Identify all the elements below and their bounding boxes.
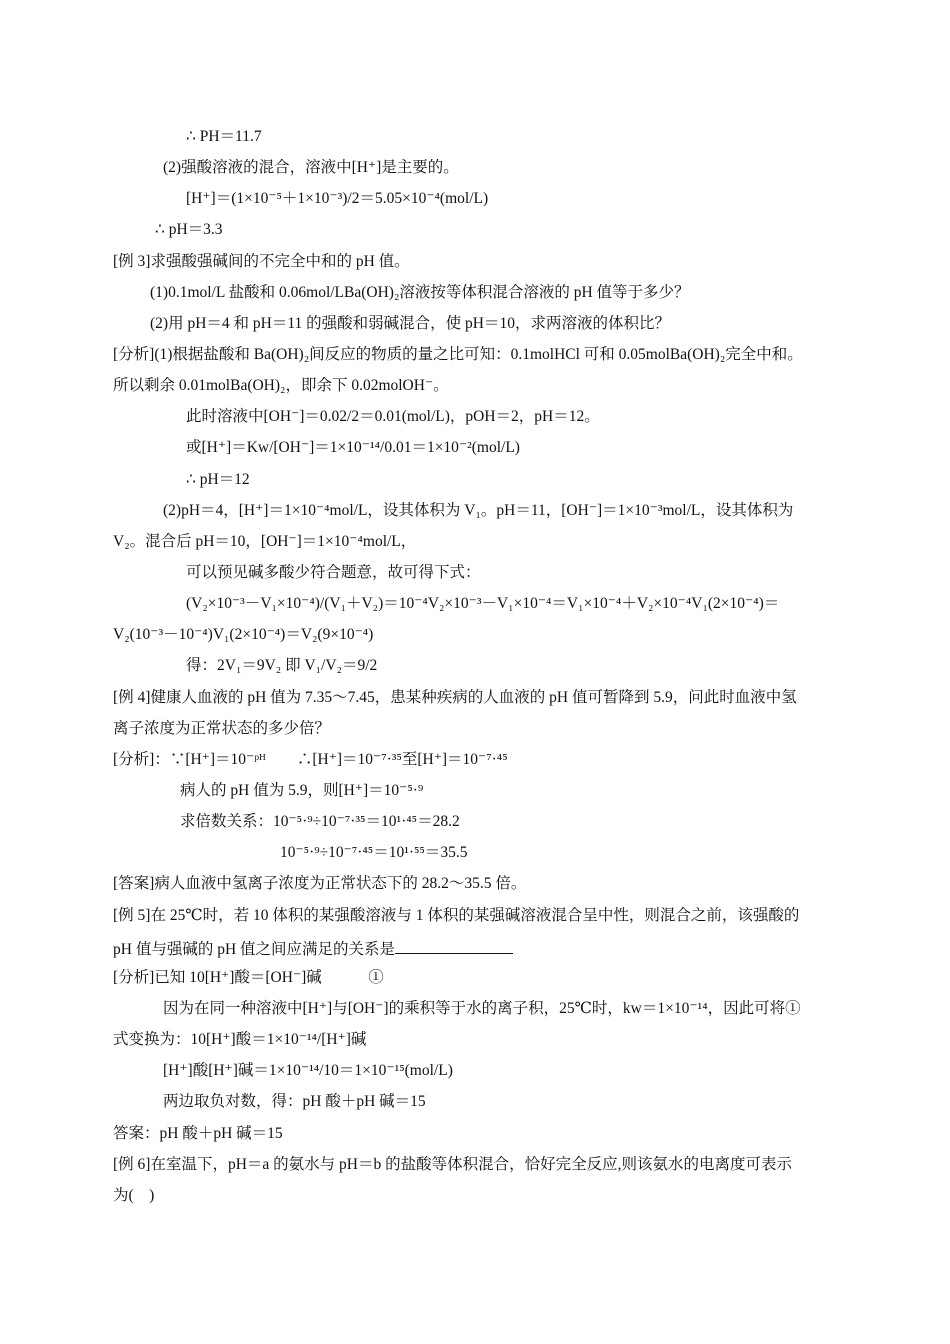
text-line: (2)用 pH＝4 和 pH＝11 的强酸和弱碱混合，使 pH＝10，求两溶液的体积比？: [150, 315, 670, 332]
text-line: 可以预见碱多酸少符合题意，故可得下式：: [186, 564, 481, 581]
text-line: 求倍数关系：10⁻⁵·⁹÷10⁻⁷·³⁵＝10¹·⁴⁵＝28.2: [180, 813, 460, 830]
text-line: (1)0.1mol/L 盐酸和 0.06mol/LBa(OH)₂溶液按等体积混合溶液的 pH 值等于多少？: [150, 284, 690, 301]
text-line: (V₂×10⁻³－V₁×10⁻⁴)/(V₁＋V₂)＝10⁻⁴V₂×10⁻³－V₁×10⁻⁴＝V₁×10⁻⁴＋V₂×10⁻⁴V₁(2×10⁻⁴)＝: [186, 595, 780, 612]
text-line: 病人的 pH 值为 5.9，则[H⁺]＝10⁻⁵·⁹: [180, 782, 424, 799]
text-line: (2)pH＝4，[H⁺]＝1×10⁻⁴mol/L，设其体积为 V₁。pH＝11，[OH⁻]＝1×10⁻³mol/L，设其体积为: [163, 502, 794, 519]
text-line: 或[H⁺]＝Kw/[OH⁻]＝1×10⁻¹⁴/0.01＝1×10⁻²(mol/L): [186, 439, 520, 456]
text-line: 所以剩余 0.01molBa(OH)₂，即余下 0.02molOH⁻。: [113, 377, 449, 394]
text-line: 因为在同一种溶液中[H⁺]与[OH⁻]的乘积等于水的离子积，25℃时，kw＝1×10⁻¹⁴，因此可将①: [163, 1000, 801, 1017]
text-line: 10⁻⁵·⁹÷10⁻⁷·⁴⁵＝10¹·⁵⁵＝35.5: [280, 844, 468, 861]
example-heading: [例 4]健康人血液的 pH 值为 7.35～7.45，患某种疾病的人血液的 pH 值可暂降到 5.9，问此时血液中氢: [113, 689, 797, 706]
example-heading: [例 6]在室温下，pH＝a 的氨水与 pH＝b 的盐酸等体积混合，恰好完全反应,则该氨水的电离度可表示: [113, 1156, 792, 1173]
text-line: ∴ pH＝3.3: [155, 221, 223, 238]
text-line: 为( ): [113, 1187, 155, 1204]
answer-line: 答案：pH 酸＋pH 碱＝15: [113, 1125, 283, 1142]
text-line: (2)强酸溶液的混合，溶液中[H⁺]是主要的。: [163, 159, 459, 176]
text-line: 两边取负对数，得：pH 酸＋pH 碱＝15: [163, 1093, 426, 1110]
answer-line: [答案]病人血液中氢离子浓度为正常状态下的 28.2～35.5 倍。: [113, 875, 527, 892]
text-line: 离子浓度为正常状态的多少倍？: [113, 720, 331, 737]
text-line: 式变换为：10[H⁺]酸＝1×10⁻¹⁴/[H⁺]碱: [113, 1031, 367, 1048]
example-heading: [例 3]求强酸强碱间的不完全中和的 pH 值。: [113, 253, 410, 270]
text-line: V₂(10⁻³－10⁻⁴)V₁(2×10⁻⁴)＝V₂(9×10⁻⁴): [113, 626, 374, 643]
text-line: [分析]：∵[H⁺]＝10⁻ᵖᴴ ∴[H⁺]＝10⁻⁷·³⁵至[H⁺]＝10⁻⁷·⁴⁵: [113, 751, 508, 768]
text-line: [分析](1)根据盐酸和 Ba(OH)₂间反应的物质的量之比可知：0.1molHCl 可和 0.05molBa(OH)₂完全中和。: [113, 346, 803, 363]
text-line: [分析]已知 10[H⁺]酸＝[OH⁻]碱 ①: [113, 969, 384, 986]
answer-blank: [395, 939, 513, 954]
text-span: pH 值与强碱的 pH 值之间应满足的关系是: [113, 941, 396, 958]
text-line: [H⁺]酸[H⁺]碱＝1×10⁻¹⁴/10＝1×10⁻¹⁵(mol/L): [163, 1062, 453, 1079]
text-line: [H⁺]＝(1×10⁻⁵＋1×10⁻³)/2＝5.05×10⁻⁴(mol/L): [186, 190, 489, 207]
text-line: ∴ pH＝12: [186, 471, 250, 488]
text-line: [113, 939, 513, 958]
text-line: 得：2V₁＝9V₂ 即 V₁/V₂＝9/2: [186, 657, 378, 674]
text-line: 此时溶液中[OH⁻]＝0.02/2＝0.01(mol/L)，pOH＝2，pH＝12。: [186, 408, 600, 425]
text-line: ∴ PH＝11.7: [186, 128, 262, 145]
text-line: V₂。混合后 pH＝10，[OH⁻]＝1×10⁻⁴mol/L，: [113, 533, 417, 550]
example-heading: [例 5]在 25℃时，若 10 体积的某强酸溶液与 1 体积的某强碱溶液混合呈中性，则混合之前，该强酸的: [113, 907, 800, 924]
